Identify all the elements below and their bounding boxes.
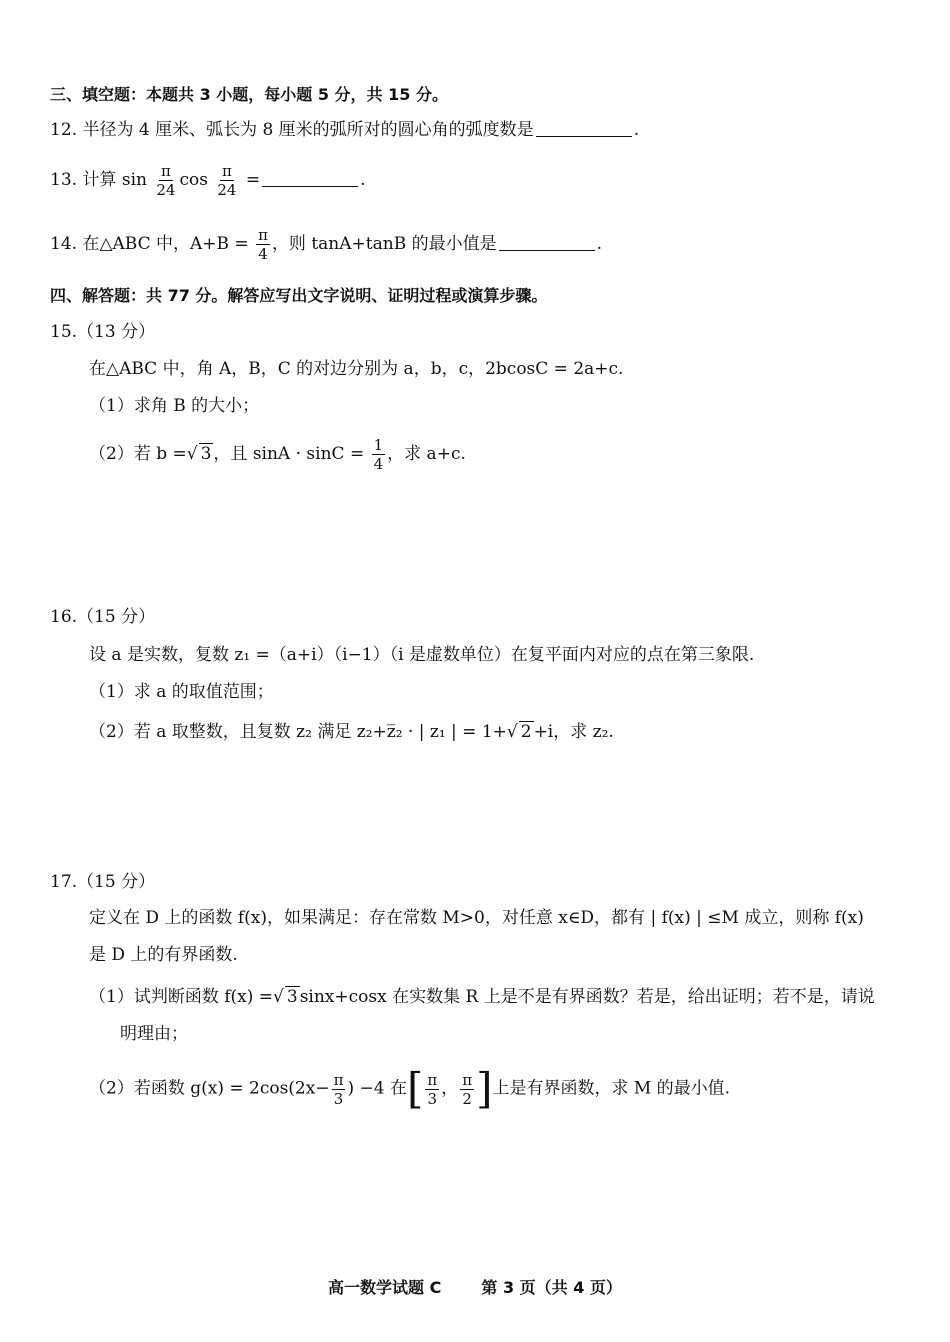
page-footer [0,1275,950,1298]
answer-blank [262,170,358,187]
q16-head: 16.（15 分） [50,607,156,627]
frac-den: 24 [156,181,176,199]
frac-num: π [427,1070,438,1089]
q17-p2-end: 上是有界函数，求 M 的最小值. [492,1078,731,1099]
q16-part1: （1）求 a 的取值范围； [89,682,274,702]
q17-head: 17.（15 分） [50,872,156,892]
q12-end: . [633,120,640,140]
frac-den: 2 [462,1089,472,1108]
fraction [425,1071,439,1108]
q13-lead: 13. 计算 sin [50,170,147,190]
q17-part2 [89,1064,731,1113]
q15-part2: （2）若 b =√ 3 ，且 sinA · sinC = $\frac{1}{4}$ ，求 a+c. [89,436,466,473]
frac-den: 3 [427,1089,438,1108]
q14-end: . [596,234,602,254]
fraction [154,162,177,199]
q17-p1-lead: （1）试判断函数 f(x) = [89,987,274,1007]
frac-num: 1 [373,436,384,454]
question-12 [50,118,639,142]
footer-page: 第 3 页（共 4 页） [481,1278,622,1297]
frac-num: π [221,162,232,180]
frac-den: 24 [217,181,237,199]
question-13 [50,162,366,199]
q16-stem: 设 a 是实数，复数 z₁ =（a+i）（i−1）（i 是虚数单位）在复平面内对应的点在第三象限. [89,645,755,665]
q15-stem: 在△ABC 中，角 A，B，C 的对边分别为 a，b，c，2bcosC = 2a+c. [89,359,624,379]
q14-mid: ，则 tanA+tanB 的最小值是 [271,234,497,254]
section3-heading: 三、填空题：本题共 3 小题，每小题 5 分，共 15 分。 [50,85,448,104]
fraction [215,162,238,199]
sqrt: 3 [200,444,212,464]
q12-text: 12. 半径为 4 厘米、弧长为 8 厘米的弧所对的圆心角的弧度数是 [50,120,534,140]
frac-den: 4 [373,455,384,473]
frac-num: π [462,1070,473,1089]
q13-end: . [360,170,366,190]
frac-num: π [160,162,171,180]
q17-p2-lead: （2）若函数 g(x) = 2cos(2x− [89,1078,330,1099]
q16-part2: （2）若 a 取整数，且复数 z₂ 满足 z₂+z̅₂ · | z₁ | = 1+√ 2 +i，求 z₂. [89,722,614,742]
frac-den: 4 [258,245,268,263]
frac-num: π [333,1070,344,1089]
q15-p2-mid: ，且 sinA · sinC = [213,444,365,464]
q15-part1: （1）求角 B 的大小； [89,396,260,416]
q15-head: 15.（13 分） [50,322,156,342]
q16-p2-end: +i，求 z₂. [533,722,614,742]
sqrt: 2 [520,722,532,742]
question-14 [50,226,602,263]
sqrt: 3 [286,987,298,1007]
answer-blank [499,234,595,251]
fraction [460,1071,474,1108]
q17-stem-line2: 是 D 上的有界函数. [89,945,238,965]
fraction [256,226,270,263]
q17-p1-end: sinx+cosx 在实数集 R 上是不是有界函数？若是，给出证明；若不是，请说 [299,987,875,1007]
fraction [332,1071,346,1108]
section4-heading: 四、解答题：共 77 分。解答应写出文字说明、证明过程或演算步骤。 [50,286,548,305]
fraction [372,436,386,473]
footer-title: 高一数学试题 C [328,1278,442,1297]
q15-p2-lead: （2）若 b = [89,444,187,464]
q17-part1-cont: 明理由； [120,1024,188,1044]
comma: ， [441,1078,459,1099]
left-bracket: [ [406,1064,424,1113]
q17-p2-mid: ) −4 在 [347,1078,407,1099]
frac-den: 3 [333,1089,344,1108]
frac-num: π [258,226,268,244]
q16-p2-lead: （2）若 a 取整数，且复数 z₂ 满足 z₂+z̅₂ · | z₁ | = 1+ [89,722,507,742]
q14-lead: 14. 在△ABC 中，A+B = [50,234,249,254]
q13-cos: cos [179,170,208,190]
right-bracket: ] [476,1064,493,1113]
q13-eq: = [240,170,261,190]
answer-blank [536,120,632,137]
q17-part1: （1）试判断函数 f(x) =√ 3 sinx+cosx 在实数集 R 上是不是有界函数？若是，给出证明；若不是，请说 [89,987,875,1007]
q17-stem-line1: 定义在 D 上的函数 f(x)，如果满足：存在常数 M>0，对任意 x∈D，都有 | f(x) | ≤M 成立，则称 f(x) [89,908,864,928]
q15-p2-end: ，求 a+c. [387,444,466,464]
